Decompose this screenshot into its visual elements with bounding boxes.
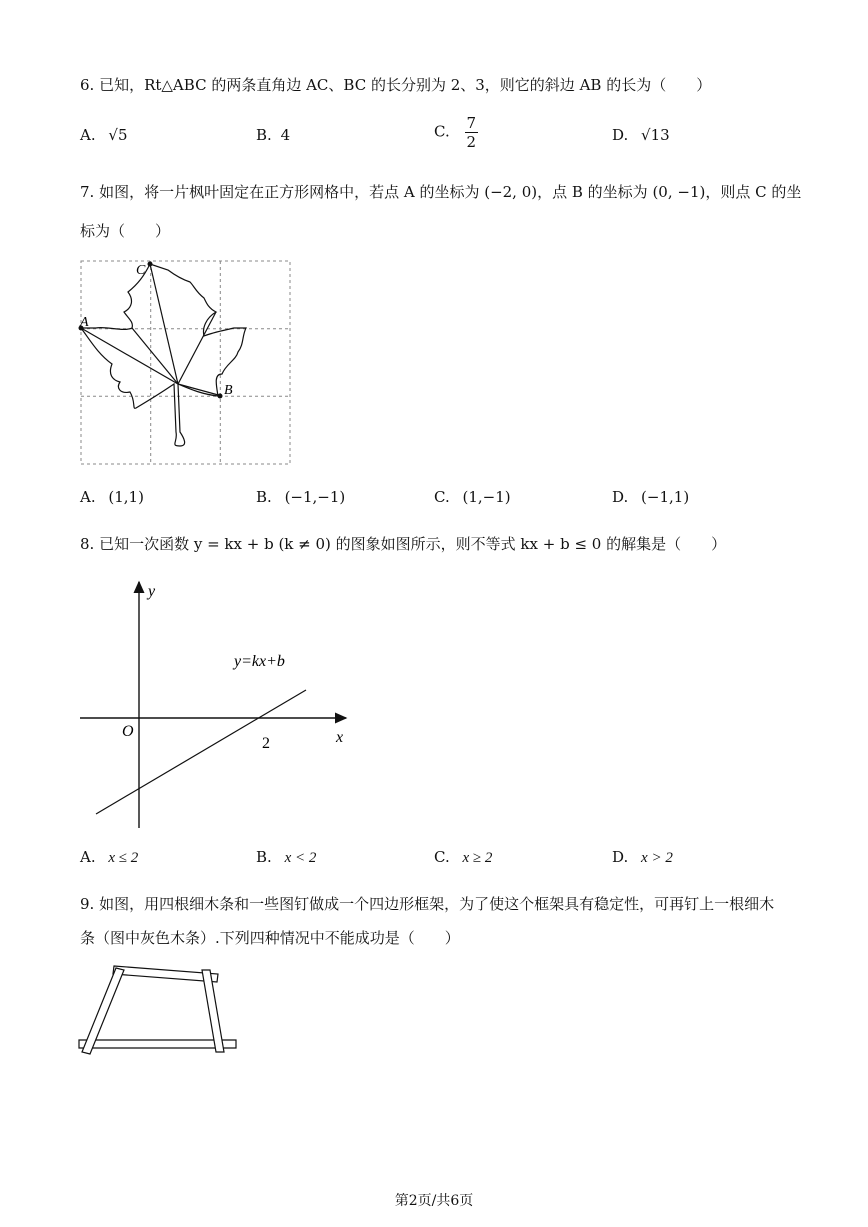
option-letter: D. bbox=[612, 126, 629, 144]
function-line bbox=[96, 690, 306, 814]
option-letter: B. bbox=[256, 488, 272, 506]
option-letter: A. bbox=[80, 488, 96, 506]
maple-leaf-figure bbox=[76, 256, 298, 470]
q9-stem-line1: 9. 如图，用四根细木条和一些图钉做成一个四边形框架，为了使这个框架具有稳定性，可再钉上一根细木 bbox=[80, 895, 775, 913]
option-text: x > 2 bbox=[641, 850, 673, 866]
option-letter: A. bbox=[80, 848, 96, 866]
option-letter: C. bbox=[434, 122, 450, 141]
option-text: x ≤ 2 bbox=[108, 850, 139, 866]
option-letter: C. bbox=[434, 488, 450, 506]
q8-option-b bbox=[256, 846, 316, 869]
q8-option-c bbox=[434, 846, 492, 869]
q7-stem-line2: 标为（ ） bbox=[80, 222, 171, 240]
option-text: 4 bbox=[280, 126, 291, 144]
option-text: x < 2 bbox=[284, 850, 317, 866]
option-letter: D. bbox=[612, 488, 629, 506]
y-axis-label: y bbox=[148, 583, 156, 600]
option-text: (−1,−1) bbox=[284, 488, 346, 506]
option-letter: C. bbox=[434, 848, 450, 866]
line-label: y=kx+b bbox=[234, 653, 285, 670]
q6-option-d bbox=[612, 124, 670, 146]
option-letter: A. bbox=[80, 126, 96, 144]
grid bbox=[81, 261, 290, 464]
option-text: (−1,1) bbox=[641, 488, 690, 506]
page-footer: 第2页/共6页 bbox=[394, 1193, 474, 1209]
option-text: (1,−1) bbox=[462, 488, 511, 506]
linear-function-figure bbox=[76, 576, 366, 832]
label-c: C bbox=[136, 263, 146, 278]
quadrilateral-frame-figure bbox=[76, 962, 242, 1060]
origin-label: O bbox=[122, 723, 134, 740]
q6-option-b bbox=[256, 124, 290, 146]
option-letter: B. bbox=[256, 126, 272, 144]
option-letter: B. bbox=[256, 848, 272, 866]
q9-stem-line2: 条（图中灰色木条）.下列四种情况中不能成功是（ ） bbox=[80, 929, 460, 947]
q6-option-a bbox=[80, 124, 128, 146]
q8-stem: 8. 已知一次函数 y = kx + b (k ≠ 0) 的图象如图所示，则不等式 kx + b ≤ 0 的解集是（ ） bbox=[80, 535, 727, 553]
option-letter: D. bbox=[612, 848, 629, 866]
fraction bbox=[465, 114, 479, 151]
option-text: x ≥ 2 bbox=[462, 850, 493, 866]
option-text: √5 bbox=[108, 126, 128, 144]
point-b bbox=[218, 394, 223, 399]
fraction-numerator: 7 bbox=[466, 114, 477, 132]
label-b: B bbox=[224, 383, 233, 398]
q7-option-d bbox=[612, 486, 689, 508]
leaf-outline bbox=[81, 264, 246, 446]
x-intercept-label: 2 bbox=[262, 735, 270, 752]
point-c bbox=[148, 262, 153, 267]
q6-option-c bbox=[434, 114, 478, 151]
option-text: (1,1) bbox=[108, 488, 144, 506]
label-a: A bbox=[80, 315, 89, 330]
q7-option-c bbox=[434, 486, 511, 508]
bottom-strip bbox=[79, 1040, 236, 1048]
x-axis-label: x bbox=[336, 729, 344, 746]
q8-option-a bbox=[80, 846, 138, 869]
q7-option-a bbox=[80, 486, 144, 508]
q6-stem: 6. 已知，Rt△ABC 的两条直角边 AC、BC 的长分别为 2、3，则它的斜边 AB 的长为（ ） bbox=[80, 76, 712, 94]
option-text: √13 bbox=[641, 126, 670, 144]
q7-option-b bbox=[256, 486, 345, 508]
fraction-denominator: 2 bbox=[466, 133, 477, 151]
q7-stem-line1: 7. 如图，将一片枫叶固定在正方形网格中，若点 A 的坐标为 (−2, 0)，点 B 的坐标为 (0, −1)，则点 C 的坐 bbox=[80, 183, 802, 201]
q8-option-d bbox=[612, 846, 673, 869]
